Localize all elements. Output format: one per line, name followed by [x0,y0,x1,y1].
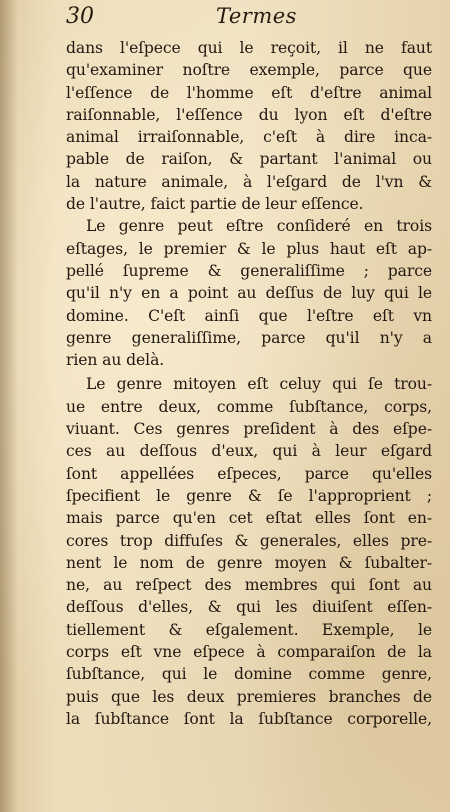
text-line: pellé ſupreme & generaliſſime ; parce [66,261,432,280]
text-line: qu'il n'y en a point au deſſus de luy qui le [66,284,432,303]
page-header [66,4,430,34]
text-line: ces au deſſous d'eux, qui à leur eſgard [66,442,432,461]
text-line: deſſous d'elles, & qui les diuiſent eſſen- [66,598,432,617]
text-line: Le genre mitoyen eſt celuy qui ſe trou- [86,375,432,394]
text-line: domine. C'eſt ainſi que l'eſtre eſt vn [66,306,432,325]
text-line: ſubſtance, qui le domine comme genre, [66,665,432,684]
text-line: eſtages, le premier & le plus haut eſt ap- [66,239,432,258]
text-line: tiellement & eſgalement. Exemple, le [66,620,432,639]
text-line: Le genre peut eſtre conſideré en trois [86,217,432,236]
text-line: cores trop diffuſes & generales, elles pre- [66,531,432,550]
text-line: la nature animale, à l'eſgard de l'vn & [66,172,432,191]
text-line: ſpecifient le genre & ſe l'approprient ; [66,486,432,505]
text-line: dans l'eſpece qui le reçoit, il ne faut [66,39,432,57]
page-number: 30 [66,4,94,29]
text-line: de l'autre, faict partie de leur eſſence. [66,195,364,214]
text-line: puis que les deux premieres branches de [66,687,432,706]
body-text [66,37,432,730]
text-line: raiſonnable, l'eſſence du lyon eſt d'eſtre [66,105,432,124]
text-line: viuant. Ces genres preſident à des eſpe- [66,420,432,439]
page-gutter-shadow [0,0,18,812]
text-line: nent le nom de genre moyen & ſubalter- [66,553,432,572]
text-line: pable de raiſon, & partant l'animal ou [66,150,432,169]
text-line: qu'examiner noſtre exemple, parce que [66,61,432,80]
text-line: corps eſt vne eſpece à comparaiſon de la [66,643,432,662]
text-line: ue entre deux, comme ſubſtance, corps, [66,397,432,416]
text-line: la ſubſtance ſont la ſubſtance corporelle, [66,709,432,728]
text-line: ſont appellées eſpeces, parce qu'elles [66,464,432,483]
text-line: ne, au reſpect des membres qui ſont au [66,576,432,595]
text-line: rien au delà. [66,351,165,370]
text-line: mais parce qu'en cet eſtat elles ſont en- [66,509,432,528]
running-head: Termes [216,4,297,28]
text-line: genre generaliſſime, parce qu'il n'y a [66,328,432,347]
text-line: animal irraiſonnable, c'eſt à dire inca- [66,128,432,147]
text-line: l'eſſence de l'homme eſt d'eſtre animal [66,83,432,102]
